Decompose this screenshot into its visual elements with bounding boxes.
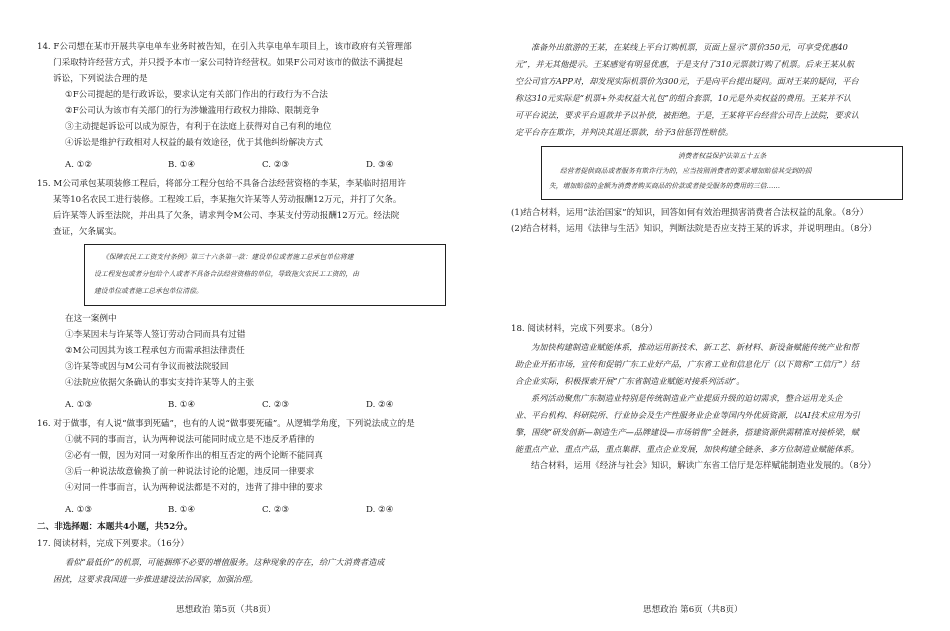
right-page xyxy=(475,0,950,631)
q17-title: 17. 阅读材料，完成下列要求。（16分） xyxy=(37,539,189,549)
q17-question-2: (2)结合材料，运用《法律与生活》知识，判断法院是否应支持王某的诉求，并说明理由。（8分） xyxy=(511,224,877,234)
q18-material-line-6: 擎，围绕“研发创新—制造生产—品牌建设—市场销售”全链条，搭建资源供需精准对接桥梁，赋 xyxy=(515,427,860,437)
q16-option-c[interactable]: C. ②③ xyxy=(262,505,290,515)
q18-material-line-2: 助企业开拓市场，宣传和促销广东工业好产品，广东省工业和信息化厅（以下简称“工信厅”）结 xyxy=(515,359,860,369)
q16-item-1: ①就不同的事而言，认为两种说法可能同时成立是不违反矛盾律的 xyxy=(65,435,315,445)
q15-item-4: ④法院应依据欠条确认的事实支持许某等人的主张 xyxy=(65,378,255,388)
q16-option-b[interactable]: B. ①④ xyxy=(168,505,196,515)
q17-question-1: (1)结合材料，运用“法治国家”的知识，回答如何有效治理损害消费者合法权益的乱象。（8分） xyxy=(511,208,869,218)
q14-item-1: ①F公司提起的是行政诉讼，要求认定有关部门作出的行政行为不合法 xyxy=(65,90,328,100)
q14-stem-line-1: 14. F公司想在某市开展共享电单车业务时被告知，在引入共享电单车项目上，该市政府有关管理部 xyxy=(37,42,412,52)
q15-option-b[interactable]: B. ①④ xyxy=(168,400,196,410)
q17-law-box-line-2: 失，增加赔偿的金额为消费者购买商品的价款或者接受服务的费用的三倍…… xyxy=(549,182,781,190)
q17-material-line-1: 看似“最低价”的机票，可能捆绑不必要的增值服务。这种现象的存在，给广大消费者造成 xyxy=(65,557,385,567)
q18-material-line-5: 业、平台机构、科研院所、行业协会及生产性服务业企业等国内外优质资源，以AI技术应用为引 xyxy=(515,410,860,420)
q14-option-c[interactable]: C. ②③ xyxy=(262,160,290,170)
q15-stem-line-4: 查证，欠条属实。 xyxy=(53,227,122,237)
q14-item-2: ②F公司认为该市有关部门的行为涉嫌滥用行政权力排除、限制竞争 xyxy=(65,106,320,116)
q17-material-cont-line-1: 准备外出旅游的王某，在某线上平台订购机票，页面上显示“票价350元，可享受优惠40 xyxy=(531,42,848,52)
q17-material-cont-line-3: 空公司官方APP对，却发现实际机票价为300元，于是向平台提出疑问。面对王某的疑问，平台 xyxy=(515,76,859,86)
q16-option-a[interactable]: A. ①③ xyxy=(65,505,93,515)
q17-material-cont-line-6: 定平台存在欺诈，并判决其退还票款，给予3倍惩罚性赔偿。 xyxy=(515,127,734,137)
q18-material-line-3: 合企业实际，积极探索开展“广东省制造业赋能对接系列活动”。 xyxy=(515,376,745,386)
q17-material-cont-line-2: 元”，并无其他提示。王某感觉有明显优惠，于是支付了310元票款订购了机票。后来王某从航 xyxy=(515,59,855,69)
q14-stem-line-2: 门采取特许经营方式，并只授予本市一家公司特许经营权。如果F公司对该市的做法不满提起 xyxy=(53,58,403,68)
q14-option-d[interactable]: D. ③④ xyxy=(366,160,394,170)
q15-option-a[interactable]: A. ①③ xyxy=(65,400,93,410)
page-footer-6: 思想政治 第6页（共8页） xyxy=(643,605,743,615)
q15-stem-line-3: 后许某等人诉至法院，并出具了欠条，请求判令M公司、李某支付劳动报酬12万元。经法院 xyxy=(53,211,400,221)
q14-item-3: ③主动提起诉讼可以成为原告，有利于在法庭上获得对自己有利的地位 xyxy=(65,122,332,132)
q15-stem-line-2: 某等10名农民工进行装修。工程竣工后，李某拖欠许某等人劳动报酬12万元，并打了欠条。 xyxy=(53,195,402,205)
section-heading: 二、非选择题：本题共4小题，共52分。 xyxy=(37,522,193,532)
q15-intro: 在这一案例中 xyxy=(65,314,117,324)
q17-material-line-2: 困扰，这要求我国进一步推进建设法治国家，加强治理。 xyxy=(53,574,258,584)
q15-item-3: ③许某等或因与M公司有争议而被法院驳回 xyxy=(65,362,229,372)
q16-item-3: ③后一种说法故意偷换了前一种说法讨论的论题，违反同一律要求 xyxy=(65,467,315,477)
q18-material-line-1: 为加快构建制造业赋能体系，推动运用新技术、新工艺、新材料、新设备赋能传统产业和帮 xyxy=(531,342,859,352)
q15-item-1: ①李某因未与许某等人签订劳动合同而具有过错 xyxy=(65,330,246,340)
q15-option-c[interactable]: C. ②③ xyxy=(262,400,290,410)
q17-law-box-line-1: 经营者提供商品或者服务有欺诈行为的，应当按照消费者的要求增加赔偿其受到的损 xyxy=(560,167,812,175)
q18-question: 结合材料，运用《经济与社会》知识，解读广东省工信厅是怎样赋能制造业发展的。（8分） xyxy=(531,461,876,471)
q17-law-box-title: 消费者权益保护法第五十五条 xyxy=(677,152,767,160)
q15-law-box-line-2: 设工程发包或者分包给个人或者不具备合法经营资格的单位，导致拖欠农民工工资的，由 xyxy=(94,270,360,278)
q15-law-box-line-1: 《保障农民工工资支付条例》第三十六条第一款：建设单位或者施工总承包单位将建 xyxy=(102,253,354,261)
q18-material-line-7: 能重点产业、重点产品，重点集群、重点企业发展，加快构建全链条、多方位制造业赋能体系。 xyxy=(515,444,859,454)
q14-option-a[interactable]: A. ①② xyxy=(65,160,93,170)
q15-law-box-line-3: 建设单位或者施工总承包单位清偿。 xyxy=(94,287,203,295)
q15-stem-line-1: 15. M公司承包某项装修工程后，将部分工程分包给不具备合法经营资格的李某，李某临时招用许 xyxy=(37,179,406,189)
q15-item-2: ②M公司因其为该工程承包方而需承担法律责任 xyxy=(65,346,245,356)
q14-item-4: ④诉讼是维护行政相对人权益的最有效途径，优于其他纠纷解决方式 xyxy=(65,138,323,148)
q16-option-d[interactable]: D. ②④ xyxy=(366,505,394,515)
q17-material-cont-line-5: 可平台说法，要求平台退款并予以补偿，被拒绝。于是，王某将平台经营公司告上法院，要求认 xyxy=(515,110,859,120)
q16-item-2: ②必有一假，因为对同一对象所作出的相互否定的两个论断不能同真 xyxy=(65,451,323,461)
q14-stem-line-3: 诉讼，下列说法合理的是 xyxy=(53,74,148,84)
q14-option-b[interactable]: B. ①④ xyxy=(168,160,196,170)
q15-option-d[interactable]: D. ②④ xyxy=(366,400,394,410)
q16-item-4: ④对同一件事而言，认为两种说法都是不对的，违背了排中律的要求 xyxy=(65,483,323,493)
q16-stem-line-1: 16. 对于做事，有人说“做事到死磕”，也有的人说“做事要死磕”。从逻辑学角度，下列说法成立的是 xyxy=(37,419,415,429)
q17-material-cont-line-4: 称这310元实际是“机票+外卖权益大礼包”的组合套票，10元是外卖权益的费用。王某并不认 xyxy=(515,93,852,103)
q18-material-line-4: 系列活动聚焦广东制造业特别是传统制造业产业提质升级的迫切需求，整合运用龙头企 xyxy=(531,393,843,403)
q18-title: 18. 阅读材料，完成下列要求。（8分） xyxy=(511,324,658,334)
page-footer-5: 思想政治 第5页（共8页） xyxy=(176,605,276,615)
